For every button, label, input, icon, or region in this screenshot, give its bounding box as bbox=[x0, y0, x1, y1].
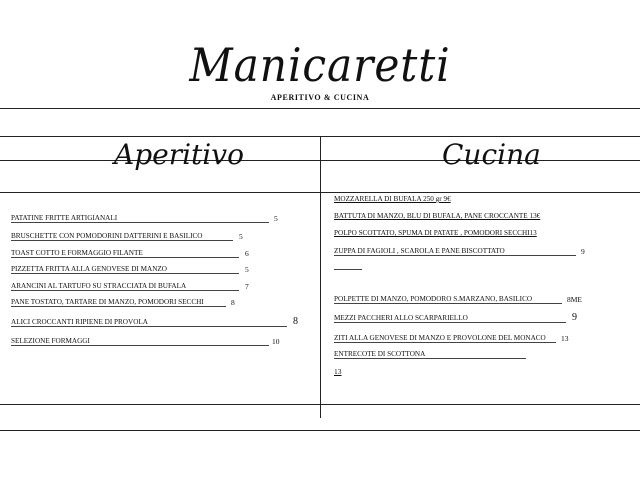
leader-line bbox=[11, 222, 269, 223]
list-item-price: 5 bbox=[239, 232, 243, 241]
leader-line bbox=[11, 240, 233, 241]
leader-line bbox=[11, 345, 269, 346]
list-item-name: BRUSCHETTE CON POMODORINI DATTERINI E BASILICO bbox=[11, 232, 203, 240]
brand-subtitle: APERITIVO & CUCINA bbox=[270, 93, 370, 102]
list-item-name: ARANCINI AL TARTUFO SU STRACCIATA DI BUFALA bbox=[11, 282, 187, 290]
list-item-price: 5 bbox=[245, 265, 249, 274]
list-item-name: ZITI ALLA GENOVESE DI MANZO E PROVOLONE DEL MONACO bbox=[334, 334, 546, 342]
leader-line bbox=[11, 273, 239, 274]
divider-top bbox=[0, 108, 640, 109]
list-item-name: ENTRECOTE DI SCOTTONA bbox=[334, 350, 426, 358]
leader-line bbox=[334, 358, 526, 359]
leader-line bbox=[334, 342, 556, 343]
leader-line bbox=[334, 322, 566, 323]
list-item-name: POLPETTE DI MANZO, POMODORO S.MARZANO, BASILICO bbox=[334, 295, 533, 303]
list-item-price: 13 bbox=[334, 367, 342, 376]
list-item-price: 8 bbox=[293, 316, 298, 327]
list-item-price: 5 bbox=[274, 214, 278, 223]
section-title-cucina: Cucina bbox=[442, 138, 541, 171]
leader-line bbox=[334, 269, 362, 270]
brand-logo: Manicaretti bbox=[189, 38, 451, 92]
list-item-price: 8 bbox=[231, 298, 235, 307]
list-item-price: 13 bbox=[561, 334, 569, 343]
list-item-name: PATATINE FRITTE ARTIGIANALI bbox=[11, 214, 118, 222]
list-item-price: 6 bbox=[245, 249, 249, 258]
leader-line bbox=[11, 326, 287, 327]
leader-line bbox=[11, 257, 239, 258]
divider-bottom bbox=[0, 430, 640, 431]
leader-line bbox=[334, 255, 576, 256]
list-item-name: SELEZIONE FORMAGGI bbox=[11, 337, 90, 345]
list-item-price: 9 bbox=[581, 247, 585, 256]
list-item-name: PIZZETTA FRITTA ALLA GENOVESE DI MANZO bbox=[11, 265, 167, 273]
leader-line bbox=[334, 303, 562, 304]
list-item-name: BATTUTA DI MANZO, BLU DI BUFALA, PANE CROCCANTE 13€ bbox=[334, 212, 541, 220]
list-item-name: PANE TOSTATO, TARTARE DI MANZO, POMODORI SECCHI bbox=[11, 298, 204, 306]
list-item-name: MOZZARELLA DI BUFALA 250 gr 9€ bbox=[334, 195, 451, 203]
leader-line bbox=[11, 290, 239, 291]
leader-line bbox=[11, 306, 226, 307]
list-item-price: 7 bbox=[245, 282, 249, 291]
list-item-name: POLPO SCOTTATO, SPUMA DI PATATE , POMODORI SECCHI13 bbox=[334, 229, 537, 237]
section-title-aperitivo: Aperitivo bbox=[114, 138, 244, 171]
list-item-name: ZUPPA DI FAGIOLI , SCAROLA E PANE BISCOTTATO bbox=[334, 247, 505, 255]
list-item-price: 8ME bbox=[567, 295, 582, 304]
list-item-name: TOAST COTTO E FORMAGGIO FILANTE bbox=[11, 249, 143, 257]
list-item-name: MEZZI PACCHERI ALLO SCARPARIELLO bbox=[334, 314, 468, 322]
divider-column bbox=[320, 136, 321, 418]
list-item-price: 10 bbox=[272, 337, 280, 346]
list-item-name: ALICI CROCCANTI RIPIENE DI PROVOLA bbox=[11, 318, 148, 326]
list-item-price: 9 bbox=[572, 312, 577, 323]
